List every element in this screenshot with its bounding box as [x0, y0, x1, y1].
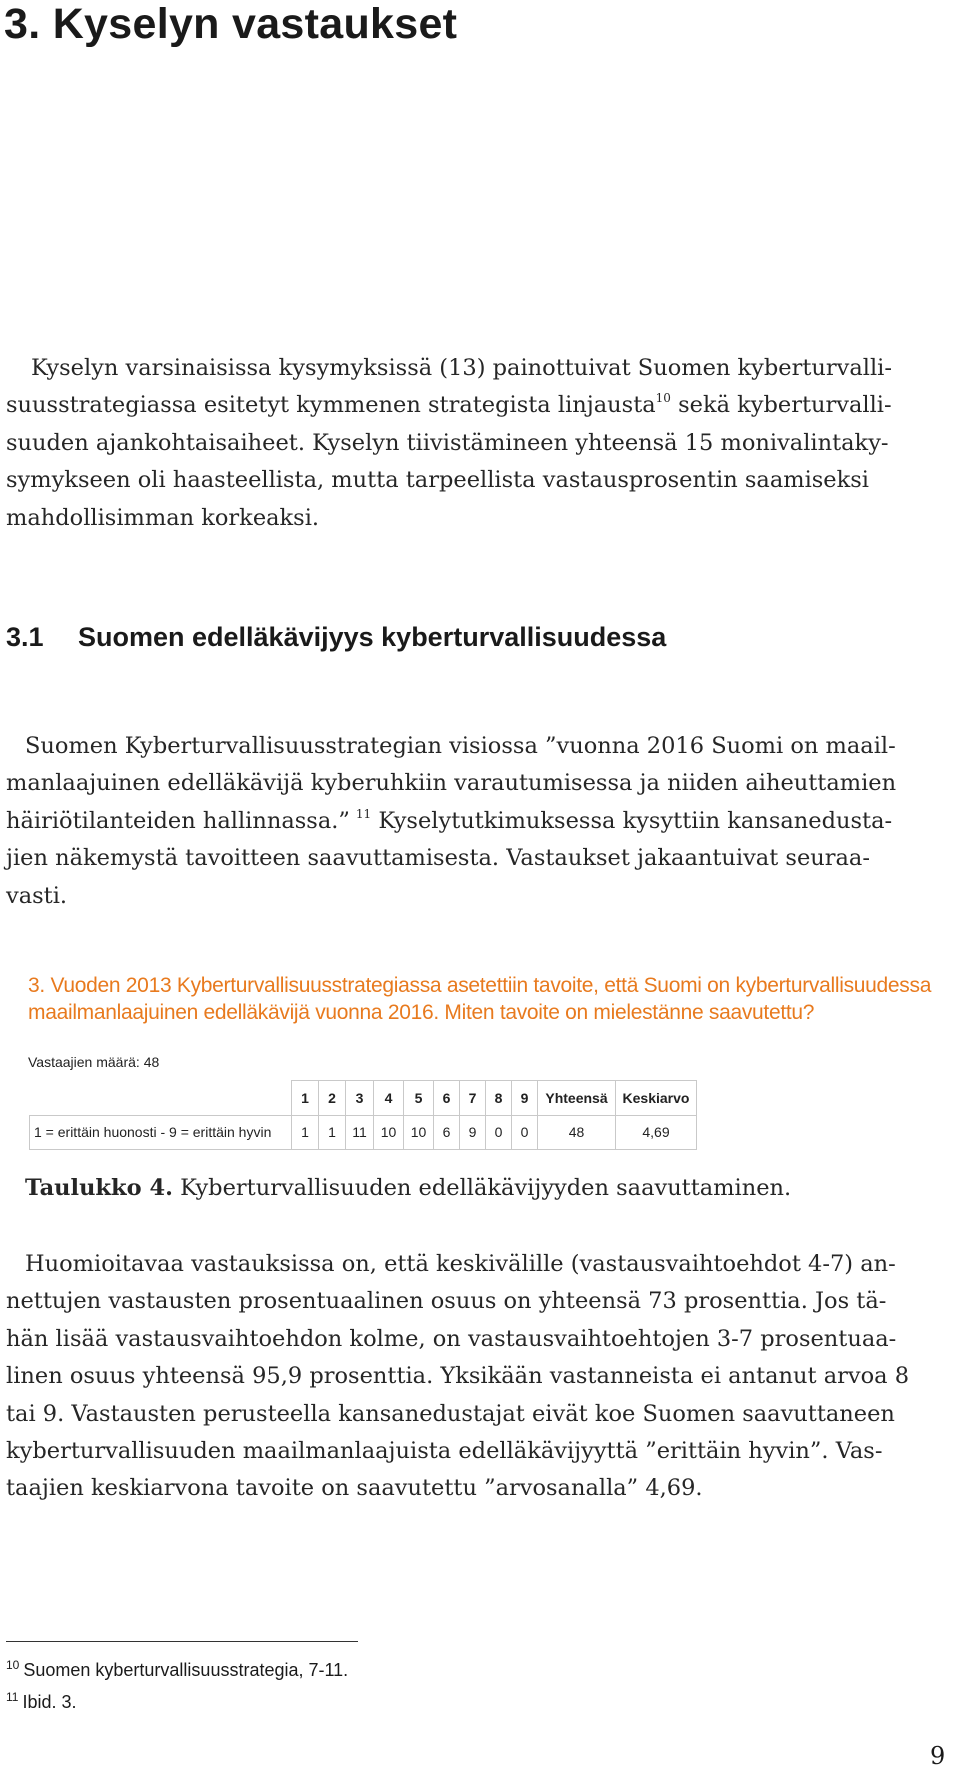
footnote-ref[interactable]: 10	[655, 391, 671, 406]
table-header-cell: 8	[486, 1081, 512, 1116]
intro-line: Kyselyn varsinaisissa kysymyksissä (13) painottuivat Suomen kyberturvalli-	[31, 355, 892, 381]
table-row	[30, 1115, 697, 1150]
vision-line: vasti.	[6, 882, 68, 909]
footnote-text: Suomen kyberturvallisuusstrategia, 7-11.	[23, 1660, 349, 1680]
vision-line: jien näkemystä tavoitteen saavuttamisesta. Vastaukset jakaantuivat seuraa-	[6, 845, 870, 872]
vision-line: manlaajuinen edelläkävijä kyberuhkiin varautumisessa ja niiden aiheuttamien	[6, 770, 897, 797]
intro-line: symykseen oli haasteellista, mutta tarpeellista vastausprosentin saamiseksi	[6, 467, 869, 494]
table-caption-label: Taulukko 4.	[25, 1175, 173, 1201]
analysis-line: linen osuus yhteensä 95,9 prosenttia. Yksikään vastanneista ei antanut arvoa 8	[6, 1363, 910, 1390]
table-row-label: 1 = erittäin huonosti - 9 = erittäin hyvin	[30, 1115, 292, 1150]
footnote	[6, 1654, 348, 1686]
table-caption-text: Kyberturvallisuuden edelläkävijyyden saavuttaminen.	[172, 1175, 792, 1201]
table-cell: 1	[319, 1115, 346, 1150]
analysis-line: tai 9. Vastausten perusteella kansanedustajat eivät koe Suomen saavuttaneen	[6, 1400, 895, 1427]
survey-question-line: maailmanlaajuinen edelläkävijä vuonna 2016. Miten tavoite on mielestänne saavutettu?	[28, 1001, 815, 1024]
analysis-line: Huomioitavaa vastauksissa on, että keskivälille (vastausvaihtoehdot 4-7) an-	[25, 1251, 896, 1277]
table-cell: 1	[292, 1115, 319, 1150]
table-cell: 0	[486, 1115, 512, 1150]
analysis-line: nettujen vastausten prosentuaalinen osuus on yhteensä 73 prosenttia. Jos tä-	[6, 1288, 887, 1315]
footnote-ref[interactable]: 11	[355, 806, 372, 821]
intro-line: suuden ajankohtaisaiheet. Kyselyn tiivistämineen yhteensä 15 monivalintaky-	[6, 429, 889, 456]
footnotes	[6, 1654, 348, 1718]
section-heading	[6, 622, 666, 653]
table-cell: 4,69	[616, 1115, 697, 1150]
vision-paragraph	[6, 728, 936, 915]
table-header-cell: 5	[404, 1081, 434, 1116]
table-header-cell: 6	[434, 1081, 460, 1116]
page-heading: 3. Kyselyn vastaukset	[4, 0, 458, 48]
footnote-number: 11	[6, 1690, 19, 1704]
table-cell: 10	[374, 1115, 404, 1150]
analysis-line: taajien keskiarvona tavoite on saavutettu ”arvosanalla” 4,69.	[6, 1475, 703, 1502]
table-header-cell: 2	[319, 1081, 346, 1116]
survey-question	[28, 972, 958, 1026]
footnote	[6, 1686, 348, 1718]
table-cell: 48	[538, 1115, 616, 1150]
table-header-cell: 9	[512, 1081, 538, 1116]
intro-line: suusstrategiassa esitetyt kymmenen strategista linjausta$^{10}$ sekä kyberturvalli-	[6, 391, 892, 419]
vision-line: häiriötilanteiden hallinnassa.” $^{11}$ Kyselytutkimuksessa kysyttiin kansanedusta-	[6, 806, 893, 834]
table-header-cell: 7	[460, 1081, 486, 1116]
table-header-cell: Yhteensä	[538, 1081, 616, 1116]
footnote-text: Ibid. 3.	[22, 1692, 77, 1712]
table-cell: 9	[460, 1115, 486, 1150]
table-header-cell: 1	[292, 1081, 319, 1116]
section-title: Suomen edelläkävijyys kyberturvallisuudessa	[78, 622, 667, 652]
table-cell: 11	[346, 1115, 374, 1150]
table-header-row	[30, 1081, 697, 1116]
table-cell: 0	[512, 1115, 538, 1150]
analysis-paragraph	[6, 1246, 936, 1508]
survey-question-line: 3. Vuoden 2013 Kyberturvallisuusstrategiassa asetettiin tavoite, että Suomi on kyberturvallisuudessa	[28, 974, 932, 997]
analysis-line: kyberturvallisuuden maailmanlaajuista edelläkävijyyttä ”erittäin hyvin”. Vas-	[6, 1438, 883, 1465]
footnote-divider	[6, 1641, 358, 1642]
table-header-cell: 4	[374, 1081, 404, 1116]
survey-results-table	[29, 1080, 697, 1150]
intro-line: mahdollisimman korkeaksi.	[6, 504, 320, 531]
table-caption	[25, 1175, 791, 1201]
section-number: 3.1	[6, 622, 44, 652]
table-header-cell: 3	[346, 1081, 374, 1116]
intro-paragraph	[6, 350, 936, 537]
table-header-cell: Keskiarvo	[616, 1081, 697, 1116]
table-cell: 6	[434, 1115, 460, 1150]
table-corner-cell	[30, 1081, 292, 1116]
page-number: 9	[930, 1742, 946, 1770]
analysis-line: hän lisää vastausvaihtoehdon kolme, on vastausvaihtoehtojen 3-7 prosentuaa-	[6, 1325, 897, 1352]
respondent-count: Vastaajien määrä: 48	[28, 1054, 160, 1070]
vision-line: Suomen Kyberturvallisuusstrategian visiossa ”vuonna 2016 Suomi on maail-	[25, 733, 896, 759]
table-cell: 10	[404, 1115, 434, 1150]
footnote-number: 10	[6, 1658, 20, 1672]
